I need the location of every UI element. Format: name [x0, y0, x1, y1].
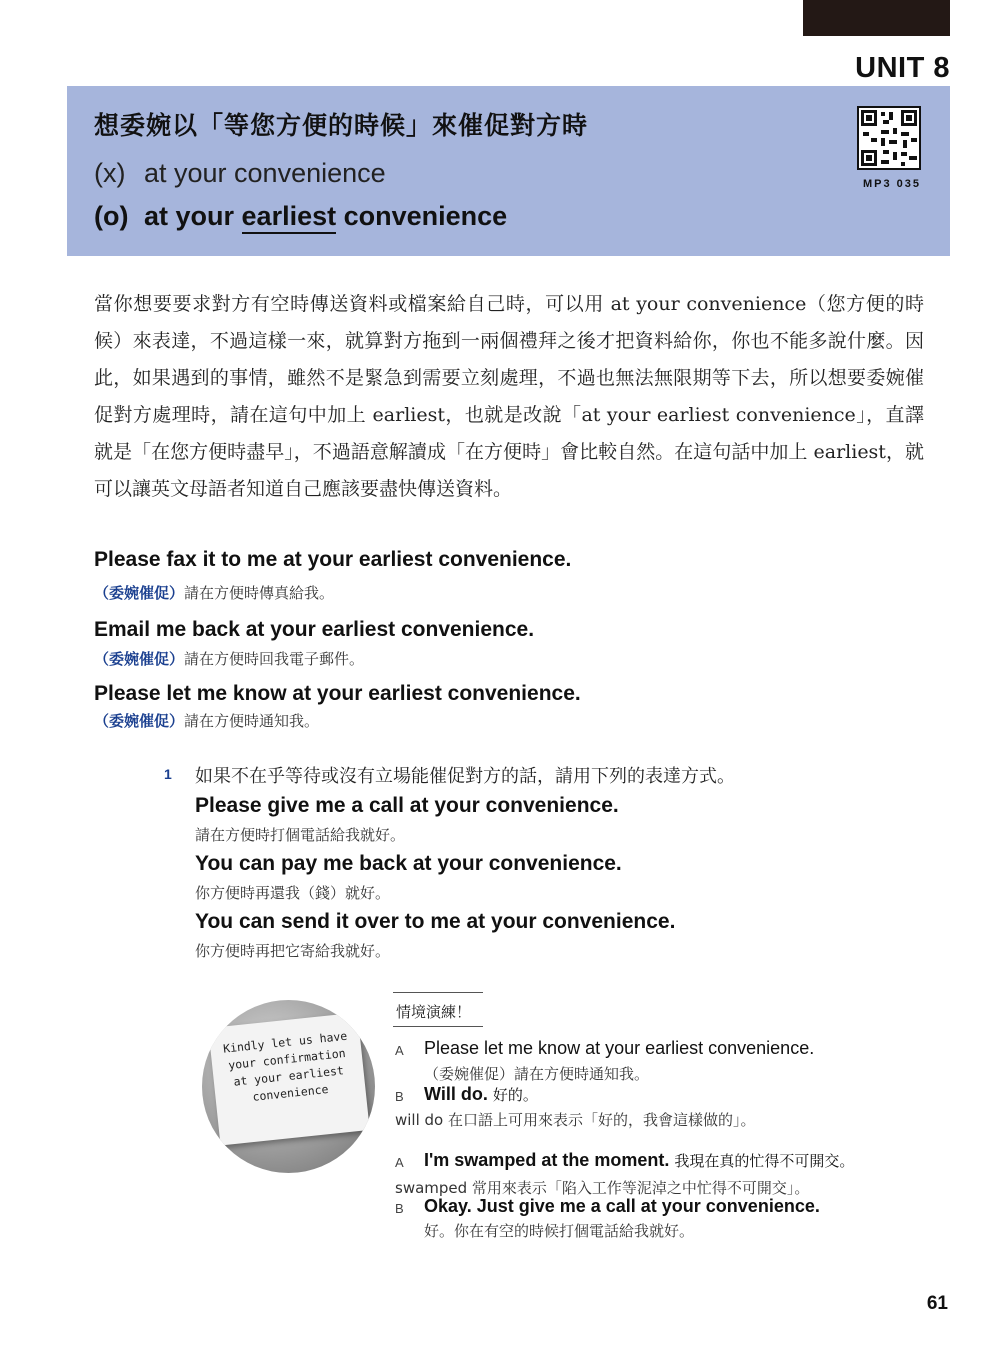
example-3-tag: （委婉催促） [94, 712, 185, 730]
dialog-2-line-b-english: Okay. Just give me a call at your convenience. [424, 1196, 820, 1216]
dialog-1-line-b [424, 1084, 538, 1105]
correct-usage [94, 201, 507, 232]
wrong-mark: (x) [94, 158, 126, 188]
intro-paragraph: 當你想要要求對方有空時傳送資料或檔案給自己時，可以用 at your convenience（您方便的時候）來表達，不過這樣一來，就算對方拖到一兩個禮拜之後才把資料給你，你也不能多說什麼。因此，如果遇到的事情，雖然不是緊急到需要立刻處理，不過也無法無限期等下去，所以想要委婉催促對方處理時，請在這句中加上 earliest，也就是改說「at your earliest convenience」，直譯就是「在您方便時盡早」，不過語意解讀成「在方便時」會比較自然。在這句話中加上 earliest，就可以讓英文母語者知道自己應該要盡快傳送資料。 [94, 293, 924, 500]
example-1-tag: （委婉催促） [94, 584, 185, 602]
note-card [208, 1012, 370, 1145]
dialog-2-speaker-a: A [395, 1155, 404, 1170]
dialog-1-line-b-english: Will do. [424, 1084, 488, 1104]
example-3-chinese: 請在方便時通知我。 [184, 712, 320, 730]
point-item-1-chinese: 請在方便時打個電話給我就好。 [195, 826, 406, 844]
dialog-2-line-a-chinese: 我現在真的忙得不可開交。 [674, 1152, 855, 1170]
header-box [67, 86, 950, 256]
dialog-1-line-b-chinese: 好的。 [492, 1086, 538, 1104]
unit-label: UNIT 8 [855, 52, 950, 84]
example-1-chinese: 請在方便時傳真給我。 [184, 584, 335, 602]
audio-track-label: MP3 035 [862, 178, 922, 190]
dialog-1-speaker-a: A [395, 1043, 404, 1058]
point-item-2-chinese: 你方便時再還我（錢）就好。 [195, 884, 391, 902]
example-2-tag: （委婉催促） [94, 650, 185, 668]
example-3-english: Please let me know at your earliest convenience. [94, 682, 581, 705]
header-title: 想委婉以「等您方便的時候」來催促對方時 [94, 111, 589, 140]
correct-phrase-keyword: earliest [242, 201, 337, 234]
point-item-1-english: Please give me a call at your convenience. [195, 794, 619, 817]
point-number: 1 [164, 766, 172, 782]
wrong-phrase: at your convenience [144, 158, 386, 188]
page-number: 61 [926, 1293, 948, 1314]
example-1-translation [94, 582, 334, 603]
unit-tab-bar [803, 0, 950, 36]
dialog-2-line-a-english: I'm swamped at the moment. [424, 1150, 670, 1170]
dialog-2-line-a [424, 1150, 854, 1171]
example-2-chinese: 請在方便時回我電子郵件。 [184, 650, 365, 668]
wrong-usage [94, 158, 386, 189]
scene-title-rule-top [393, 992, 483, 993]
point-item-3-english: You can send it over to me at your convenience. [195, 910, 676, 933]
correct-mark: (o) [94, 201, 129, 231]
dialog-1-note: will do 在口語上可用來表示「好的，我會這樣做的」。 [395, 1111, 756, 1129]
dialog-1-line-a-english: Please let me know at your earliest convenience. [424, 1038, 815, 1058]
example-2-english: Email me back at your earliest convenience. [94, 618, 535, 641]
note-card-photo [202, 1000, 375, 1173]
correct-phrase-end: convenience [336, 201, 508, 231]
point-item-3-chinese: 你方便時再把它寄給我就好。 [195, 942, 391, 960]
scene-title: 情境演練！ [396, 1003, 472, 1021]
dialog-2-note: swamped 常用來表示「陷入工作等泥淖之中忙得不可開交」。 [395, 1179, 810, 1197]
dialog-2-speaker-b: B [395, 1201, 404, 1216]
point-text: 如果不在乎等待或沒有立場能催促對方的話，請用下列的表達方式。 [195, 766, 735, 787]
example-2-translation [94, 648, 364, 669]
scene-title-rule-bottom [393, 1026, 483, 1027]
point-item-2-english: You can pay me back at your convenience. [195, 852, 622, 875]
example-3-translation [94, 710, 319, 731]
correct-phrase-start: at your [144, 201, 242, 231]
dialog-1-speaker-b: B [395, 1089, 404, 1104]
dialog-1-line-a-chinese: （委婉催促）請在方便時通知我。 [424, 1065, 650, 1083]
qr-code-icon[interactable] [857, 106, 921, 170]
note-card-text: Kindly let us have your confirmation at your earliest convenience [222, 1028, 348, 1104]
example-1-english: Please fax it to me at your earliest convenience. [94, 548, 572, 571]
dialog-2-line-b-chinese: 好。你在有空的時候打個電話給我就好。 [424, 1222, 695, 1240]
